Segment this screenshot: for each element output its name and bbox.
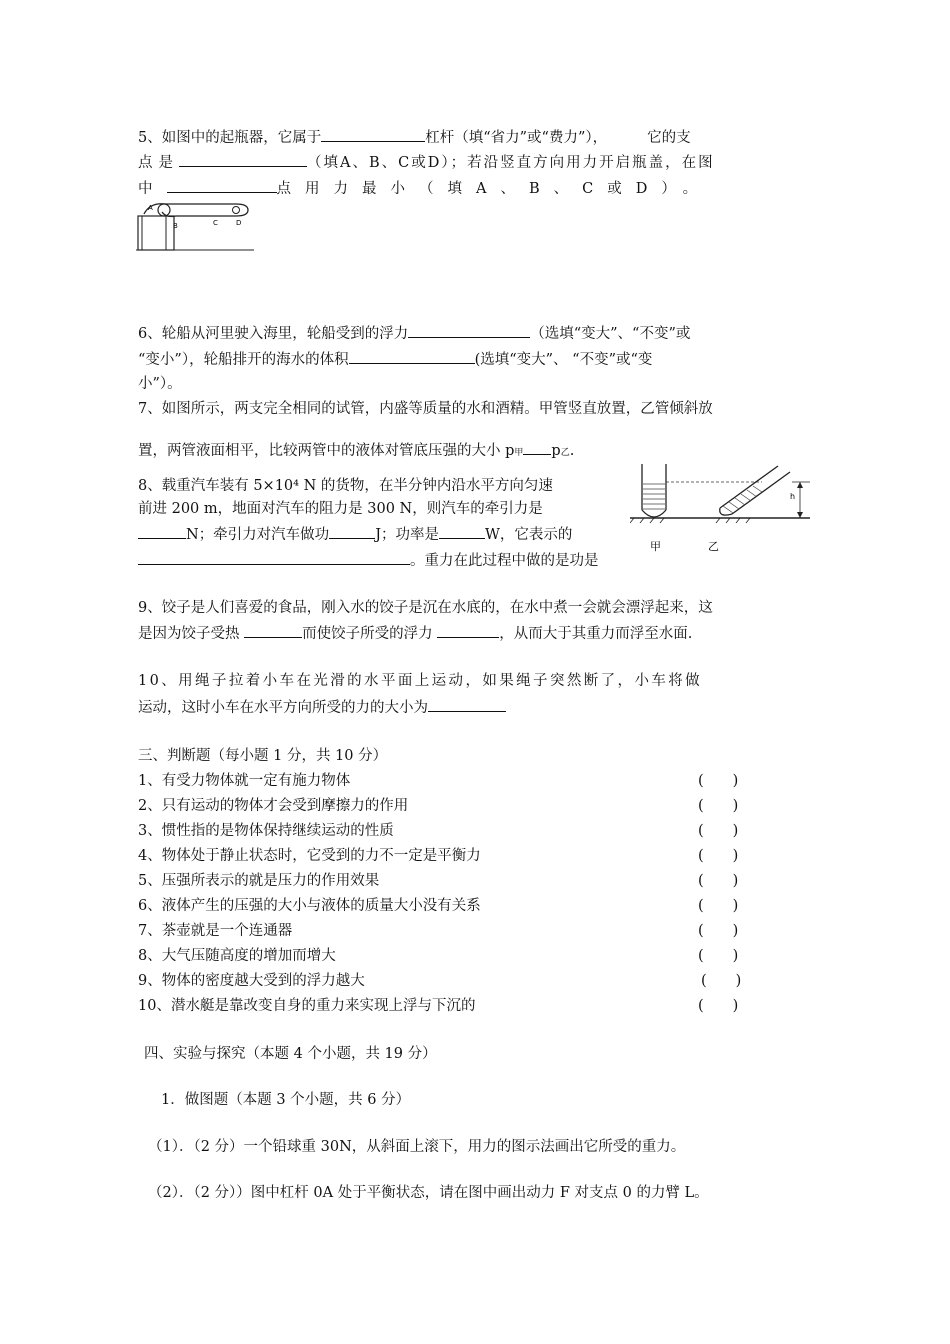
- q9-blank2[interactable]: [437, 623, 499, 638]
- label-yi: 乙: [708, 540, 719, 553]
- q8-line2: 前进 200 m，地面对汽车的阻力是 300 N，则汽车的牵引力是: [138, 501, 543, 517]
- q8-line4: 。重力在此过程中做的是功是: [138, 550, 599, 571]
- q10-line2: 运动，这时小车在水平方向所受的力的大小为: [138, 697, 506, 718]
- tf-item-7: 7、茶壶就是一个连通器: [138, 923, 293, 939]
- q5-line3: 中 点用力最小（填A、B、C或D）。: [138, 178, 711, 199]
- tf-answer-4[interactable]: ( ): [698, 848, 739, 864]
- q7-line2: 置，两管液面相平，比较两管中的液体对管底压强的大小 p甲 p乙.: [138, 440, 574, 463]
- q5-blank2[interactable]: [179, 152, 307, 167]
- tf-answer-7[interactable]: ( ): [698, 923, 739, 939]
- label-h: h: [790, 492, 796, 501]
- tf-answer-6[interactable]: ( ): [698, 898, 739, 914]
- test-tubes-figure: [630, 462, 812, 554]
- q6-line2: “变小”），轮船排开的海水的体积 (选填“变大”、 “不变”或“变: [138, 349, 652, 370]
- tf-answer-3[interactable]: ( ): [698, 823, 739, 839]
- tf-answer-2[interactable]: ( ): [698, 798, 739, 814]
- tf-answer-5[interactable]: ( ): [698, 873, 739, 889]
- q7-line1: 7、如图所示，两支完全相同的试管，内盛等质量的水和酒精。甲管竖直放置，乙管倾斜放: [138, 401, 713, 417]
- section4-p2: （2）．（2 分））图中杠杆 0A 处于平衡状态，请在图中画出动力 F 对支点 0 的力臂 L。: [148, 1185, 709, 1201]
- q5-line1: 5、如图中的起瓶器，它属于 杠杆（填“省力”或“费力”）， 它的支: [138, 127, 691, 148]
- tf-item-3: 3、惯性指的是物体保持继续运动的性质: [138, 823, 394, 839]
- section4-p1: （1）．（2 分）一个铅球重 30N，从斜面上滚下，用力的图示法画出它所受的重力。: [148, 1139, 686, 1155]
- q8-line3: N；牵引力对汽车做功 J；功率是 W，它表示的: [138, 524, 572, 545]
- label-c: C: [213, 219, 218, 227]
- tf-answer-10[interactable]: ( ): [698, 998, 739, 1014]
- tf-item-10: 10、潜水艇是靠改变自身的重力来实现上浮与下沉的: [138, 998, 476, 1014]
- q5-blank1[interactable]: [321, 127, 425, 142]
- tf-answer-8[interactable]: ( ): [698, 948, 739, 964]
- label-b: B: [173, 222, 178, 230]
- q6-blank1[interactable]: [408, 323, 530, 338]
- tf-item-5: 5、压强所表示的就是压力的作用效果: [138, 873, 380, 889]
- tf-item-6: 6、液体产生的压强的大小与液体的质量大小没有关系: [138, 898, 481, 914]
- section3-title: 三、判断题（每小题 1 分，共 10 分）: [138, 748, 388, 764]
- tf-answer-9[interactable]: ( ): [701, 973, 742, 989]
- lever-hole: [233, 207, 240, 214]
- q8-blank1[interactable]: [138, 524, 186, 539]
- q10-blank[interactable]: [428, 697, 506, 712]
- q5-blank3[interactable]: [167, 178, 277, 193]
- label-jia: 甲: [650, 540, 661, 553]
- tf-answer-1[interactable]: ( ): [698, 773, 739, 789]
- tf-item-9: 9、物体的密度越大受到的浮力越大: [138, 973, 365, 989]
- tf-item-4: 4、物体处于静止状态时，它受到的力不一定是平衡力: [138, 848, 481, 864]
- q8-blank3[interactable]: [439, 524, 485, 539]
- q8-blank2[interactable]: [329, 524, 375, 539]
- q6-line1: 6、轮船从河里驶入海里，轮船受到的浮力 （选填“变大”、“不变”或: [138, 323, 690, 344]
- q6-blank2[interactable]: [349, 349, 475, 364]
- label-d: D: [236, 219, 242, 227]
- q9-line2: 是因为饺子受热 而使饺子所受的浮力 ，从而大于其重力而浮至水面.: [138, 623, 692, 644]
- section4-title: 四、实验与探究（本题 4 个小题，共 19 分）: [144, 1046, 437, 1062]
- label-a: A: [148, 204, 153, 212]
- q10-line1: 10、用绳子拉着小车在光滑的水平面上运动，如果绳子突然断了，小车将做: [138, 673, 703, 689]
- q8-line1: 8、载重汽车装有 5×10⁴ N 的货物，在半分钟内沿水平方向匀速: [138, 478, 553, 494]
- tf-item-2: 2、只有运动的物体才会受到摩擦力的作用: [138, 798, 409, 814]
- q5-line2: 点是 （填A、B、C或D）；若沿竖直方向用力开启瓶盖，在图: [138, 152, 715, 173]
- bottle-neck: [138, 216, 174, 250]
- q6-line3: 小”）。: [138, 376, 182, 392]
- tf-item-8: 8、大气压随高度的增加而增大: [138, 948, 336, 964]
- tf-item-1: 1、有受力物体就一定有施力物体: [138, 773, 351, 789]
- bottle-opener-figure: [136, 198, 256, 254]
- section4-sub1: 1．做图题（本题 3 个小题，共 6 分）: [161, 1092, 411, 1108]
- q9-line1: 9、饺子是人们喜爱的食品，刚入水的饺子是沉在水底的，在水中煮一会就会漂浮起来，这: [138, 600, 713, 616]
- q9-blank1[interactable]: [244, 623, 302, 638]
- q7-blank[interactable]: [523, 440, 551, 455]
- q8-blank4[interactable]: [138, 550, 410, 565]
